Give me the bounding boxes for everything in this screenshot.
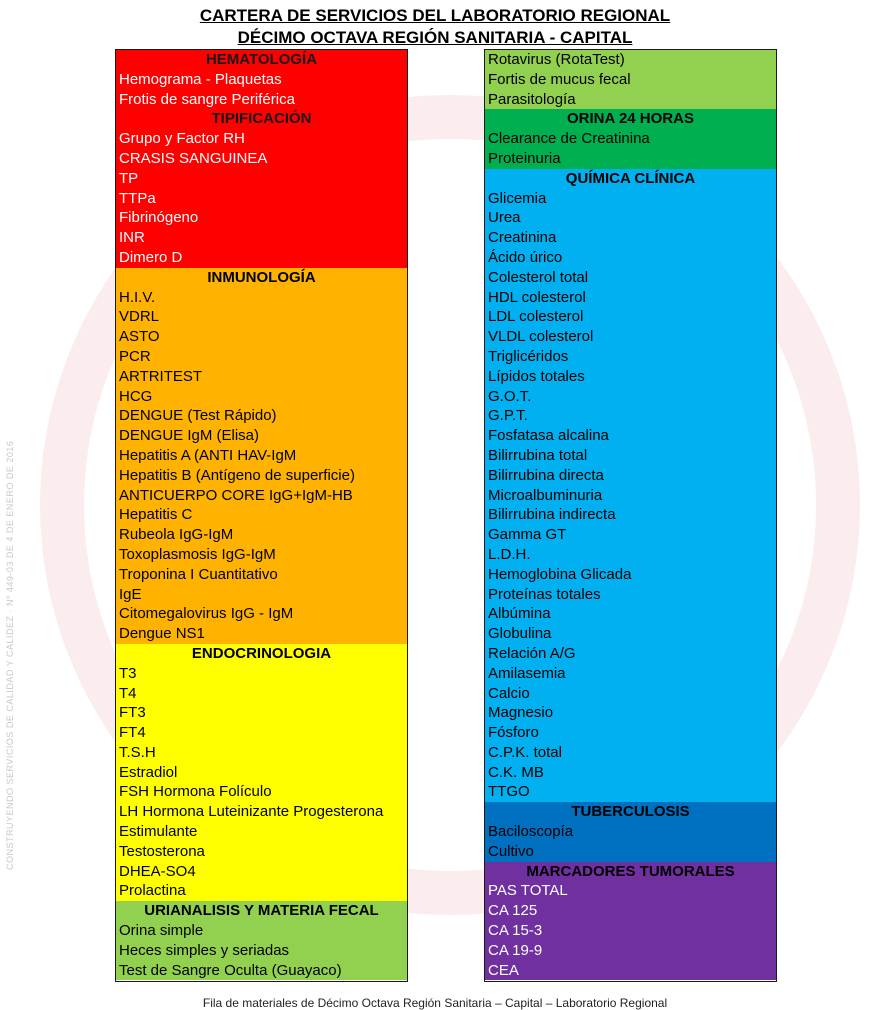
service-item: Amilasemia (488, 664, 566, 682)
service-item: CEA (488, 961, 519, 979)
service-item: PCR (119, 347, 151, 365)
service-item: CA 125 (488, 902, 538, 920)
service-item: Lípidos totales (488, 367, 585, 385)
service-item: TP (119, 169, 139, 187)
service-item: DENGUE IgM (Elisa) (119, 427, 260, 445)
service-item: Fósforo (488, 724, 539, 742)
service-item: Prolactina (119, 882, 186, 900)
service-item: Ácido úrico (488, 248, 563, 266)
section-header: TIPIFICACIÓN (211, 110, 312, 128)
service-item: Rotavirus (RotaTest) (488, 51, 625, 68)
service-item: HCG (119, 387, 153, 405)
section-header: QUÍMICA CLÍNICA (565, 169, 696, 187)
service-item: Albúmina (488, 605, 551, 623)
service-item: Colesterol total (488, 268, 589, 286)
service-item: Calcio (488, 684, 530, 702)
service-item: ANTICUERPO CORE IgG+IgM-HB (119, 486, 353, 504)
service-item: Hepatitis B (Antígeno de superficie) (119, 466, 355, 484)
section-right_sections-0 (485, 50, 776, 109)
service-item: L.D.H. (488, 545, 531, 563)
service-item: Hepatitis A (ANTI HAV-IgM (119, 446, 297, 464)
service-item: Citomegalovirus IgG - IgM (119, 605, 294, 623)
section-header: HEMATOLOGÍA (205, 51, 318, 68)
right-services-column (484, 49, 777, 982)
service-item: Testosterona (119, 842, 205, 860)
service-item: Grupo y Factor RH (119, 130, 245, 148)
service-item: INR (119, 229, 145, 247)
service-item: FT4 (119, 724, 146, 742)
service-item: Gamma GT (488, 526, 567, 544)
service-item: TTGO (488, 783, 530, 801)
service-item: VDRL (119, 308, 160, 326)
service-item: Bilirrubina directa (488, 466, 604, 484)
service-item: FSH Hormona Folículo (119, 783, 272, 801)
service-item: Proteínas totales (488, 585, 601, 603)
section-header: ORINA 24 HORAS (567, 110, 694, 128)
service-item: Heces simples y seriadas (119, 941, 290, 959)
service-item: Hemoglobina Glicada (488, 565, 632, 583)
service-item: H.I.V. (119, 288, 156, 306)
service-item: Dimero D (119, 248, 183, 266)
service-item: Hepatitis C (119, 506, 193, 524)
section-tuberculosis (485, 802, 776, 861)
page-title: CARTERA DE SERVICIOS DEL LABORATORIO REGIONAL (199, 6, 671, 25)
service-item: Rubeola IgG-IgM (119, 526, 234, 544)
service-item: Baciloscopía (488, 823, 574, 841)
service-item: Dengue NS1 (119, 625, 205, 643)
service-item: LDL colesterol (488, 308, 584, 326)
service-item: Troponina I Cuantitativo (119, 565, 278, 583)
service-item: Glicemia (488, 189, 547, 207)
service-item: T3 (119, 664, 137, 682)
left-services-column (115, 49, 408, 982)
page-subtitle: DÉCIMO OCTAVA REGIÓN SANITARIA - CAPITAL (237, 28, 633, 47)
service-item: Cultivo (488, 842, 534, 860)
side-vertical-text: CONSTRUYENDO SERVICIOS DE CALIDAD Y CALIDEZ · Nº 449-03 DE 4 DE ENERO DE 2016 (5, 440, 15, 870)
service-item: Microalbuminuria (488, 486, 603, 504)
service-item: CA 19-9 (488, 941, 543, 959)
service-item: T4 (119, 684, 137, 702)
section-header: ENDOCRINOLOGIA (191, 644, 332, 662)
service-item: Hemograma - Plaquetas (119, 70, 282, 88)
section-header: MARCADORES TUMORALES (526, 862, 735, 880)
service-item: C.P.K. total (488, 743, 562, 761)
service-item: Parasitología (488, 90, 576, 108)
service-item: G.O.T. (488, 387, 532, 405)
service-item: DENGUE (Test Rápido) (119, 407, 277, 425)
service-item: ARTRITEST (119, 367, 203, 385)
service-item: Orina simple (119, 922, 204, 940)
service-item: C.K. MB (488, 763, 544, 781)
service-item: FT3 (119, 704, 146, 722)
service-item: Estradiol (119, 763, 178, 781)
service-item: Fibrinógeno (119, 209, 199, 227)
service-item: Urea (488, 209, 521, 227)
service-item: Bilirrubina total (488, 446, 588, 464)
service-item: VLDL colesterol (488, 328, 594, 346)
service-item: Triglicéridos (488, 347, 569, 365)
section-marcadores-tumorales (485, 862, 776, 981)
service-item: Fortis de mucus fecal (488, 70, 631, 88)
service-item: T.S.H (119, 743, 156, 761)
service-item: CA 15-3 (488, 922, 543, 940)
section-orina-24-horas (485, 109, 776, 168)
service-item: G.P.T. (488, 407, 528, 425)
section-quimica-clinica (485, 169, 776, 803)
service-item: CRASIS SANGUINEA (119, 149, 268, 167)
service-item: Proteinuria (488, 149, 561, 167)
section-tipificacion (116, 109, 407, 267)
section-header: TUBERCULOSIS (571, 803, 690, 821)
service-item: Clearance de Creatinina (488, 130, 650, 148)
service-item: Estimulante (119, 823, 198, 841)
service-item: Frotis de sangre Periférica (119, 90, 295, 108)
service-item: ASTO (119, 328, 160, 346)
section-header: INMUNOLOGÍA (207, 268, 316, 286)
section-inmunologia (116, 268, 407, 644)
service-item: Relación A/G (488, 644, 576, 662)
service-item: PAS TOTAL (488, 882, 568, 900)
service-item: IgE (119, 585, 142, 603)
service-item: Globulina (488, 625, 552, 643)
footer-note: Fila de materiales de Décimo Octava Región Sanitaria – Capital – Laboratorio Regional (202, 996, 668, 1010)
service-item: Creatinina (488, 229, 557, 247)
service-item: LH Hormona Luteinizante Progesterona (119, 803, 384, 821)
section-endocrinologia (116, 644, 407, 901)
service-item: Toxoplasmosis IgG-IgM (119, 545, 276, 563)
service-item: Magnesio (488, 704, 554, 722)
service-item: Fosfatasa alcalina (488, 427, 609, 445)
service-item: TTPa (119, 189, 156, 207)
service-item: DHEA-SO4 (119, 862, 196, 880)
section-hematologia (116, 50, 407, 109)
service-item: HDL colesterol (488, 288, 586, 306)
section-urianalisis-y-materia-fecal (116, 901, 407, 980)
service-item: Bilirrubina indirecta (488, 506, 616, 524)
section-header: URIANALISIS Y MATERIA FECAL (144, 902, 379, 920)
service-item: Test de Sangre Oculta (Guayaco) (119, 961, 342, 979)
